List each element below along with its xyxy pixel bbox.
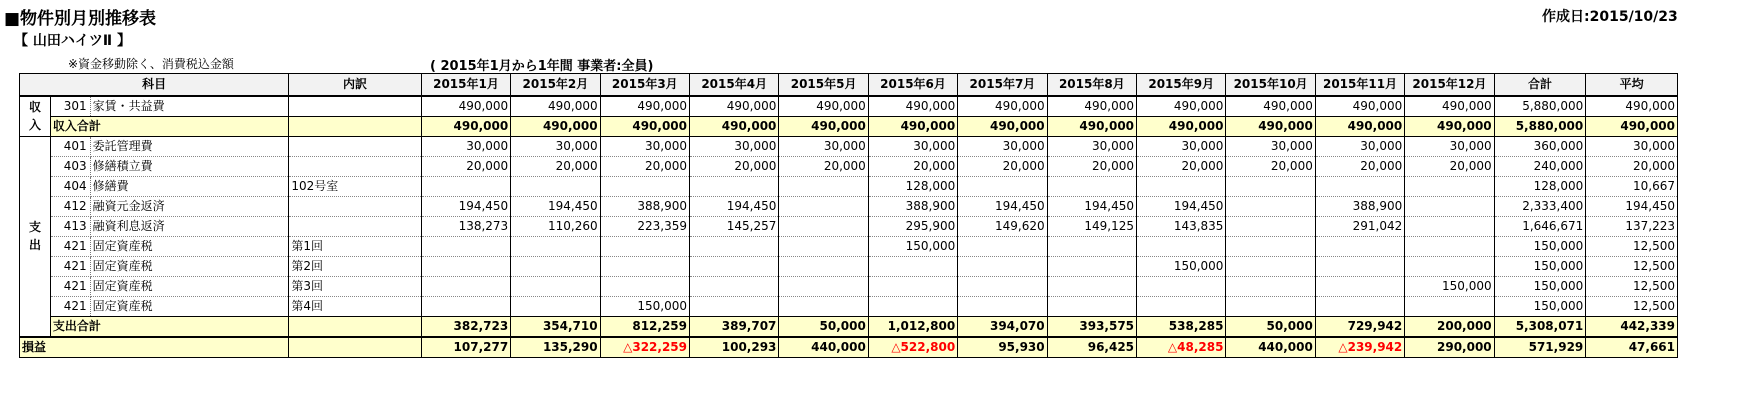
value-cell: 490,000	[1405, 96, 1494, 117]
period-label: ( 2015年1月から1年間 事業者:全員)	[430, 59, 654, 74]
detail-cell	[289, 96, 421, 117]
value-cell	[1226, 176, 1315, 196]
value-cell: 490,000	[690, 96, 779, 117]
value-cell: 490,000	[1405, 116, 1494, 136]
row-average-cell: 490,000	[1586, 116, 1678, 136]
value-cell	[421, 276, 510, 296]
value-cell	[1137, 236, 1226, 256]
header-average: 平均	[1586, 74, 1678, 96]
value-cell	[690, 296, 779, 316]
value-cell: 20,000	[690, 156, 779, 176]
detail-cell	[289, 136, 421, 156]
subtotal-detail	[289, 116, 421, 136]
value-cell: 382,723	[421, 316, 510, 337]
account-code: 413	[50, 216, 90, 236]
value-cell: △522,800	[868, 337, 957, 358]
value-cell: 393,575	[1047, 316, 1136, 337]
property-name: 【 山田ハイツⅡ 】	[14, 33, 131, 49]
value-cell: 194,450	[511, 196, 600, 216]
account-code: 401	[50, 136, 90, 156]
value-cell: 30,000	[958, 136, 1047, 156]
header-month: 2015年2月	[511, 74, 600, 96]
table-row	[20, 256, 1678, 276]
value-cell	[600, 276, 689, 296]
value-cell: 440,000	[1226, 337, 1315, 358]
value-cell: 223,359	[600, 216, 689, 236]
value-cell: 490,000	[600, 116, 689, 136]
row-total-cell: 5,308,071	[1494, 316, 1586, 337]
account-code: 412	[50, 196, 90, 216]
account-code: 403	[50, 156, 90, 176]
value-cell: 30,000	[421, 136, 510, 156]
row-average-cell: 442,339	[1586, 316, 1678, 337]
value-cell: 194,450	[421, 196, 510, 216]
value-cell: 490,000	[1047, 116, 1136, 136]
value-cell: 20,000	[958, 156, 1047, 176]
value-cell: 20,000	[1315, 156, 1404, 176]
value-cell: 490,000	[690, 116, 779, 136]
value-cell	[958, 176, 1047, 196]
value-cell: 729,942	[1315, 316, 1404, 337]
account-name: 修繕積立費	[90, 156, 289, 176]
detail-cell	[289, 216, 421, 236]
row-average-cell: 12,500	[1586, 236, 1678, 256]
detail-cell: 第2回	[289, 256, 421, 276]
value-cell: 20,000	[779, 156, 868, 176]
value-cell	[1226, 236, 1315, 256]
value-cell: 354,710	[511, 316, 600, 337]
value-cell	[600, 256, 689, 276]
value-cell: 490,000	[511, 116, 600, 136]
value-cell	[511, 256, 600, 276]
account-code: 421	[50, 276, 90, 296]
row-total-cell: 150,000	[1494, 236, 1586, 256]
value-cell: 20,000	[421, 156, 510, 176]
value-cell: 394,070	[958, 316, 1047, 337]
value-cell: 149,620	[958, 216, 1047, 236]
value-cell	[511, 176, 600, 196]
value-cell: 194,450	[958, 196, 1047, 216]
value-cell	[1047, 236, 1136, 256]
value-cell: 291,042	[1315, 216, 1404, 236]
value-cell	[1315, 236, 1404, 256]
value-cell	[1226, 296, 1315, 316]
value-cell	[421, 236, 510, 256]
value-cell: 490,000	[421, 96, 510, 117]
value-cell: 30,000	[1226, 136, 1315, 156]
value-cell: 30,000	[1047, 136, 1136, 156]
account-name: 委託管理費	[90, 136, 289, 156]
value-cell: 30,000	[1315, 136, 1404, 156]
table-row	[20, 176, 1678, 196]
value-cell: 30,000	[868, 136, 957, 156]
value-cell	[690, 256, 779, 276]
row-average-cell: 47,661	[1586, 337, 1678, 358]
table-row	[20, 296, 1678, 316]
value-cell	[600, 176, 689, 196]
value-cell: 200,000	[1405, 316, 1494, 337]
row-average-cell: 30,000	[1586, 136, 1678, 156]
value-cell	[1405, 216, 1494, 236]
header-row	[20, 74, 1678, 96]
value-cell	[1137, 296, 1226, 316]
value-cell: 100,293	[690, 337, 779, 358]
value-cell: 389,707	[690, 316, 779, 337]
account-name: 固定資産税	[90, 276, 289, 296]
value-cell: 30,000	[511, 136, 600, 156]
value-cell	[868, 256, 957, 276]
value-cell	[1405, 236, 1494, 256]
value-cell: 110,260	[511, 216, 600, 236]
value-cell	[421, 256, 510, 276]
value-cell	[1315, 276, 1404, 296]
table-row	[20, 156, 1678, 176]
subtotal-row	[20, 316, 1678, 337]
row-total-cell: 5,880,000	[1494, 116, 1586, 136]
value-cell: 1,012,800	[868, 316, 957, 337]
value-cell: 30,000	[600, 136, 689, 156]
row-total-cell: 5,880,000	[1494, 96, 1586, 117]
value-cell: 95,930	[958, 337, 1047, 358]
value-cell	[1047, 276, 1136, 296]
subtotal-detail	[289, 316, 421, 337]
value-cell: 812,259	[600, 316, 689, 337]
value-cell: 490,000	[511, 96, 600, 117]
table-row	[20, 276, 1678, 296]
value-cell: 30,000	[690, 136, 779, 156]
account-code: 421	[50, 236, 90, 256]
value-cell	[868, 296, 957, 316]
value-cell	[779, 216, 868, 236]
detail-cell: 第1回	[289, 236, 421, 256]
value-cell: △239,942	[1315, 337, 1404, 358]
row-total-cell: 360,000	[1494, 136, 1586, 156]
detail-cell: 第3回	[289, 276, 421, 296]
account-code: 301	[50, 96, 90, 117]
row-average-cell: 12,500	[1586, 256, 1678, 276]
value-cell	[868, 276, 957, 296]
value-cell	[1405, 296, 1494, 316]
value-cell	[690, 176, 779, 196]
table-row	[20, 136, 1678, 156]
header-month: 2015年5月	[779, 74, 868, 96]
value-cell: △322,259	[600, 337, 689, 358]
value-cell	[600, 236, 689, 256]
row-total-cell: 240,000	[1494, 156, 1586, 176]
table-row	[20, 196, 1678, 216]
row-average-cell: 12,500	[1586, 296, 1678, 316]
value-cell: 138,273	[421, 216, 510, 236]
header-month: 2015年1月	[421, 74, 510, 96]
value-cell: 149,125	[1047, 216, 1136, 236]
header-month: 2015年6月	[868, 74, 957, 96]
value-cell	[779, 256, 868, 276]
value-cell	[958, 296, 1047, 316]
value-cell: 30,000	[779, 136, 868, 156]
value-cell: 150,000	[1137, 256, 1226, 276]
row-total-cell: 150,000	[1494, 276, 1586, 296]
value-cell	[1047, 296, 1136, 316]
value-cell	[1226, 276, 1315, 296]
header-month: 2015年3月	[600, 74, 689, 96]
value-cell: 490,000	[958, 96, 1047, 117]
account-name: 修繕費	[90, 176, 289, 196]
profit-label: 損益	[20, 337, 289, 358]
value-cell	[511, 296, 600, 316]
subtotal-row	[20, 116, 1678, 136]
value-cell: 20,000	[511, 156, 600, 176]
row-total-cell: 128,000	[1494, 176, 1586, 196]
row-total-cell: 1,646,671	[1494, 216, 1586, 236]
detail-cell	[289, 156, 421, 176]
value-cell	[1137, 276, 1226, 296]
value-cell	[1405, 176, 1494, 196]
value-cell	[690, 276, 779, 296]
detail-cell: 102号室	[289, 176, 421, 196]
value-cell: 490,000	[1226, 116, 1315, 136]
value-cell	[690, 236, 779, 256]
income-category-label: 収 入	[20, 96, 51, 137]
row-total-cell: 2,333,400	[1494, 196, 1586, 216]
value-cell	[958, 236, 1047, 256]
value-cell	[1226, 196, 1315, 216]
account-name: 固定資産税	[90, 256, 289, 276]
table-row	[20, 216, 1678, 236]
value-cell: 490,000	[1137, 96, 1226, 117]
value-cell: 194,450	[690, 196, 779, 216]
value-cell	[1047, 176, 1136, 196]
value-cell: 490,000	[1315, 96, 1404, 117]
value-cell: 490,000	[868, 96, 957, 117]
row-average-cell: 194,450	[1586, 196, 1678, 216]
created-date: 作成日:2015/10/23	[1542, 9, 1678, 25]
value-cell: 194,450	[1137, 196, 1226, 216]
value-cell: 50,000	[779, 316, 868, 337]
value-cell: 20,000	[1405, 156, 1494, 176]
profit-row	[20, 337, 1678, 358]
value-cell	[1137, 176, 1226, 196]
header-total: 合計	[1494, 74, 1586, 96]
header-month: 2015年8月	[1047, 74, 1136, 96]
account-code: 421	[50, 256, 90, 276]
expense-category-label: 支 出	[20, 136, 51, 337]
value-cell: 150,000	[868, 236, 957, 256]
value-cell	[511, 236, 600, 256]
value-cell	[421, 176, 510, 196]
header-item: 科目	[20, 74, 289, 96]
value-cell: 150,000	[1405, 276, 1494, 296]
value-cell	[1226, 216, 1315, 236]
header-month: 2015年4月	[690, 74, 779, 96]
report-title: ■物件別月別推移表	[4, 9, 157, 29]
monthly-report-table	[19, 73, 1678, 358]
value-cell: 50,000	[1226, 316, 1315, 337]
value-cell: 194,450	[1047, 196, 1136, 216]
value-cell: 145,257	[690, 216, 779, 236]
row-total-cell: 150,000	[1494, 256, 1586, 276]
value-cell: 143,835	[1137, 216, 1226, 236]
value-cell: 128,000	[868, 176, 957, 196]
detail-cell	[289, 196, 421, 216]
account-name: 固定資産税	[90, 236, 289, 256]
header-month: 2015年9月	[1137, 74, 1226, 96]
account-code: 404	[50, 176, 90, 196]
value-cell: 440,000	[779, 337, 868, 358]
header-detail: 内訳	[289, 74, 421, 96]
value-cell	[1315, 296, 1404, 316]
header-month: 2015年12月	[1405, 74, 1494, 96]
row-total-cell: 571,929	[1494, 337, 1586, 358]
account-code: 421	[50, 296, 90, 316]
value-cell: 20,000	[1137, 156, 1226, 176]
value-cell: 96,425	[1047, 337, 1136, 358]
value-cell: 388,900	[868, 196, 957, 216]
value-cell	[958, 276, 1047, 296]
value-cell	[421, 296, 510, 316]
value-cell	[1405, 256, 1494, 276]
value-cell: 388,900	[1315, 196, 1404, 216]
row-average-cell: 490,000	[1586, 96, 1678, 117]
header-month: 2015年10月	[1226, 74, 1315, 96]
value-cell: 290,000	[1405, 337, 1494, 358]
value-cell: 107,277	[421, 337, 510, 358]
value-cell: 20,000	[600, 156, 689, 176]
value-cell: 538,285	[1137, 316, 1226, 337]
row-average-cell: 10,667	[1586, 176, 1678, 196]
subtotal-label: 収入合計	[50, 116, 288, 136]
row-average-cell: 137,223	[1586, 216, 1678, 236]
value-cell	[779, 176, 868, 196]
detail-cell: 第4回	[289, 296, 421, 316]
value-cell	[958, 256, 1047, 276]
subtotal-label: 支出合計	[50, 316, 288, 337]
account-name: 固定資産税	[90, 296, 289, 316]
value-cell	[511, 276, 600, 296]
value-cell	[779, 236, 868, 256]
account-name: 融資利息返済	[90, 216, 289, 236]
account-name: 融資元金返済	[90, 196, 289, 216]
value-cell: 490,000	[1137, 116, 1226, 136]
value-cell	[779, 196, 868, 216]
value-cell: 135,290	[511, 337, 600, 358]
value-cell: 490,000	[958, 116, 1047, 136]
account-name: 家賃・共益費	[90, 96, 289, 117]
value-cell: 490,000	[421, 116, 510, 136]
value-cell	[1047, 256, 1136, 276]
value-cell: 20,000	[868, 156, 957, 176]
row-average-cell: 20,000	[1586, 156, 1678, 176]
amount-note: ※資金移動除く、消費税込金額	[68, 57, 234, 71]
row-total-cell: 150,000	[1494, 296, 1586, 316]
value-cell: 490,000	[600, 96, 689, 117]
value-cell: 150,000	[600, 296, 689, 316]
table-row	[20, 236, 1678, 256]
header-month: 2015年7月	[958, 74, 1047, 96]
value-cell	[1405, 196, 1494, 216]
value-cell	[1226, 256, 1315, 276]
value-cell	[779, 296, 868, 316]
value-cell: 30,000	[1137, 136, 1226, 156]
value-cell: 388,900	[600, 196, 689, 216]
value-cell	[1315, 176, 1404, 196]
value-cell: 30,000	[1405, 136, 1494, 156]
value-cell: 490,000	[868, 116, 957, 136]
value-cell	[779, 276, 868, 296]
value-cell: 490,000	[1315, 116, 1404, 136]
value-cell: 490,000	[1047, 96, 1136, 117]
value-cell: 490,000	[779, 96, 868, 117]
profit-detail	[289, 337, 421, 358]
value-cell: 490,000	[779, 116, 868, 136]
value-cell: 295,900	[868, 216, 957, 236]
value-cell	[1315, 256, 1404, 276]
table-row	[20, 96, 1678, 117]
value-cell: 20,000	[1047, 156, 1136, 176]
value-cell: △48,285	[1137, 337, 1226, 358]
row-average-cell: 12,500	[1586, 276, 1678, 296]
header-month: 2015年11月	[1315, 74, 1404, 96]
value-cell: 20,000	[1226, 156, 1315, 176]
value-cell: 490,000	[1226, 96, 1315, 117]
